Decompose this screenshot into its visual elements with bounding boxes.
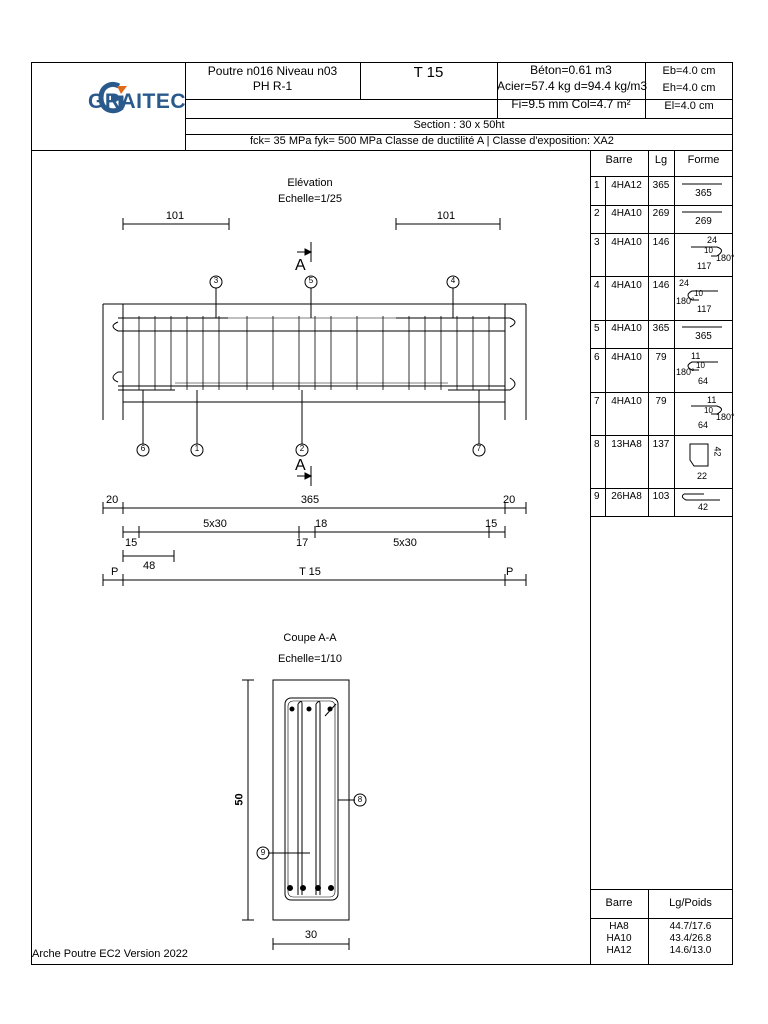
row-lg: 269 [652,208,670,219]
summary-header-barre: Barre [605,897,633,909]
row-forme-label: 42 [712,446,723,457]
row-num: 5 [594,323,600,334]
row-forme-label: 11 [691,351,701,361]
row-bar: 26HA8 [611,491,642,502]
span-label: T 15 [299,566,321,578]
coupe-title: Coupe A-A [283,632,337,644]
bar-mark-6: 6 [140,444,146,453]
row-bar: 4HA12 [611,180,642,191]
elevation-scale: Echelle=1/25 [278,193,342,205]
fi-col: Fi=9.5 mm Col=4.7 m² [511,97,631,111]
dim-48: 48 [143,560,156,572]
summary-value: 43.4/26.8 [669,933,712,944]
dim-17: 17 [296,537,309,549]
row-num: 3 [594,237,600,248]
col-header-barre: Barre [605,154,633,166]
row-num: 9 [594,491,600,502]
bar-mark-5: 5 [308,276,314,285]
row-forme-label: 269 [695,216,712,227]
dim-left-101: 101 [165,210,185,222]
row-bar: 4HA10 [611,208,642,219]
shape-hook-6 [688,362,718,370]
coupe-scale: Echelle=1/10 [278,653,342,665]
el-value: El=4.0 cm [664,100,714,112]
row-forme-label: 24 [707,235,718,245]
row-num: 2 [594,208,600,219]
bar-mark-3: 3 [213,276,219,285]
bar-mark-7: 7 [476,444,482,453]
row-lg: 79 [655,352,667,363]
logo-text: GRAITEC [88,90,186,113]
row-forme-label: 10 [704,406,713,415]
coupe-mark-9: 9 [260,848,266,857]
row-forme-label: 10 [704,246,713,255]
row-num: 7 [594,396,600,407]
row-num: 6 [594,352,600,363]
shape-hook-3 [691,247,722,256]
dim-18: 18 [315,518,328,530]
dim-5x30-left: 5x30 [203,518,227,530]
shape-hook-7 [691,406,722,414]
row-forme-label: 22 [697,471,708,481]
row-forme-label: 180° [716,253,735,263]
row-forme-label: 365 [695,331,712,342]
row-lg: 365 [652,180,670,191]
row-forme-label: 180° [676,367,695,377]
software-version: Arche Poutre EC2 Version 2022 [32,948,188,960]
col-header-forme: Forme [687,154,720,166]
support-left: P [111,566,119,578]
summary-value: 14.6/13.0 [669,945,712,956]
row-forme-label: 117 [697,261,712,271]
row-forme-label: 64 [698,376,709,386]
coupe-height: 50 [233,793,246,806]
dim-20-right: 20 [503,494,516,506]
support-right: P [506,566,514,578]
section-label: Section : 30 x 50ht [413,119,505,131]
eh-value: Eh=4.0 cm [662,82,716,94]
acier-weight: Acier=57.4 kg d=94.4 kg/m3 [497,79,648,93]
dim-15-left: 15 [125,537,138,549]
row-forme-label: 10 [696,361,705,370]
shape-stirrup-8 [690,444,708,466]
summary-bar: HA8 [609,921,629,932]
row-forme-label: 10 [694,289,703,298]
bar-mark-1: 1 [194,444,200,453]
row-bar: 4HA10 [611,280,642,291]
row-bar: 4HA10 [611,396,642,407]
summary-header-lg: Lg/Poids [669,897,712,909]
dim-15-right: 15 [485,518,498,530]
summary-bar: HA10 [606,933,632,944]
row-lg: 146 [652,237,670,248]
row-bar: 4HA10 [611,323,642,334]
summary-value: 44.7/17.6 [669,921,712,932]
row-num: 1 [594,180,600,191]
coupe-width: 30 [304,929,318,941]
materials-label: fck= 35 MPa fyk= 500 MPa Classe de ductilité A | Classe d'exposition: XA2 [250,135,614,147]
beam-ref: T 15 [413,64,444,81]
eb-value: Eb=4.0 cm [662,65,716,77]
row-forme-label: 365 [695,188,712,199]
summary-bar: HA12 [606,945,632,956]
row-num: 4 [594,280,600,291]
row-forme-label: 180° [676,296,695,306]
section-mark-top: A [295,257,306,274]
row-forme-label: 11 [707,395,717,405]
dim-5x30-right: 5x30 [393,537,417,549]
row-forme-label: 42 [698,502,709,512]
row-lg: 103 [652,491,670,502]
shape-hook-4 [688,291,718,300]
row-lg: 79 [655,396,667,407]
bar-mark-4: 4 [450,276,456,285]
dim-20-left: 20 [106,494,119,506]
row-forme-label: 24 [679,278,690,288]
dim-right-101: 101 [436,210,456,222]
row-lg: 365 [652,323,670,334]
col-header-lg: Lg [654,154,668,166]
section-mark-bottom: A [295,457,306,474]
row-forme-label: 64 [698,420,709,430]
coupe-mark-8: 8 [357,795,363,804]
row-bar: 4HA10 [611,352,642,363]
beam-title: Poutre n016 Niveau n03 [207,64,338,78]
row-num: 8 [594,439,600,450]
shape-pin-9 [682,494,720,500]
beton-volume: Béton=0.61 m3 [530,63,612,77]
row-lg: 137 [652,439,670,450]
row-bar: 4HA10 [611,237,642,248]
bar-mark-2: 2 [299,444,305,453]
row-forme-label: 117 [697,304,712,314]
row-lg: 146 [652,280,670,291]
row-forme-label: 180° [716,412,735,422]
row-bar: 13HA8 [611,439,642,450]
beam-subtitle: PH R-1 [252,79,293,93]
dim-365: 365 [300,494,320,506]
elevation-title: Elévation [287,177,333,189]
